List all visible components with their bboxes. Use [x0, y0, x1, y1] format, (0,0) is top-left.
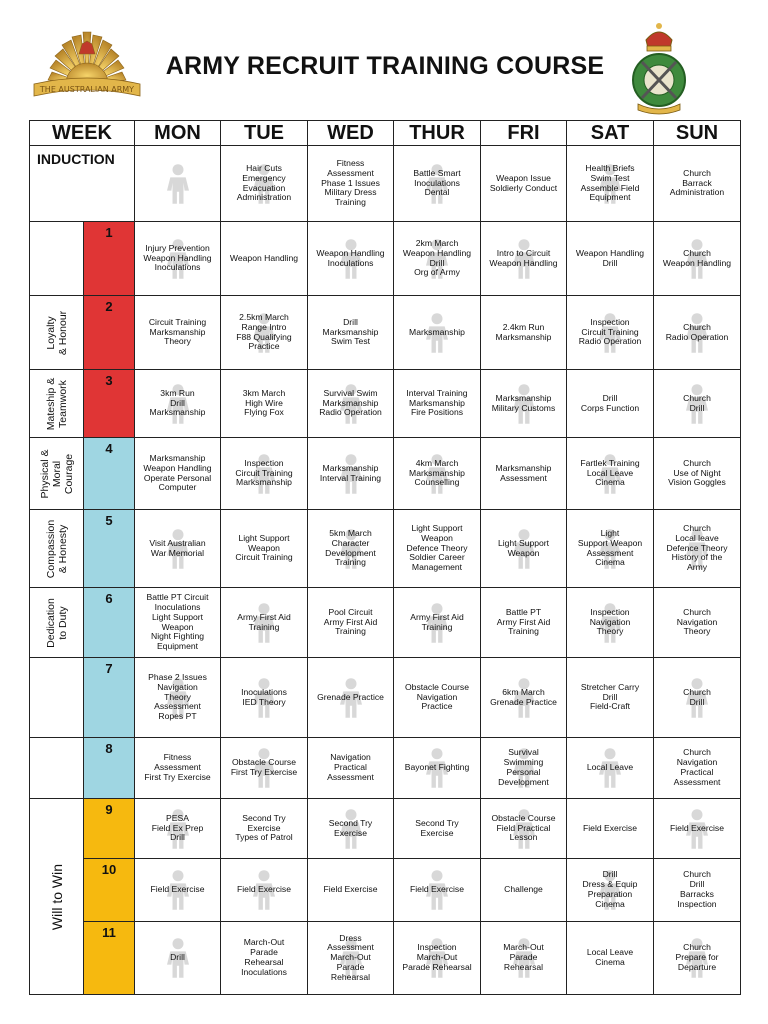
- schedule-cell: Church Local leave Defence Theory History of the Army: [654, 510, 741, 588]
- schedule-cell: 6km March Grenade Practice: [481, 658, 567, 738]
- value-cell-empty: [30, 222, 84, 296]
- schedule-cell: Stretcher Carry Drill Field-Craft: [567, 658, 654, 738]
- schedule-cell: 2.5km March Range Intro F88 Qualifying Practice: [221, 296, 308, 370]
- schedule-cell: Marksmanship Assessment: [481, 438, 567, 510]
- schedule-cell: Obstacle Course Field Practical Lesson: [481, 799, 567, 859]
- week-number-cell: 7: [84, 658, 135, 738]
- training-schedule-table: [29, 120, 741, 995]
- week-number-cell: 8: [84, 738, 135, 799]
- schedule-cell: Church Navigation Theory: [654, 588, 741, 658]
- schedule-cell: Battle PT Circuit Inoculations Light Support Weapon Night Fighting Equipment: [135, 588, 221, 658]
- schedule-cell: Intro to Circuit Weapon Handling: [481, 222, 567, 296]
- schedule-cell: Local Leave: [567, 738, 654, 799]
- schedule-cell: Light Support Weapon Defence Theory Soldier Career Management: [394, 510, 481, 588]
- schedule-cell: Dress Assessment March-Out Parade Rehearsal: [308, 922, 394, 995]
- header-mon: MON: [135, 121, 221, 146]
- page-header: [0, 0, 768, 120]
- schedule-cell: Light Support Weapon: [481, 510, 567, 588]
- value-cell-loyalty: Loyalty & Honour: [30, 296, 84, 370]
- value-cell-will: Will to Win: [30, 799, 84, 995]
- schedule-cell: Field Exercise: [221, 859, 308, 922]
- schedule-cell: Weapon Handling Inoculations: [308, 222, 394, 296]
- week-row-6: [30, 588, 741, 658]
- schedule-cell: Survival Swim Marksmanship Radio Operation: [308, 370, 394, 438]
- schedule-cell: March-Out Parade Rehearsal Inoculations: [221, 922, 308, 995]
- week-row-11: [30, 922, 741, 995]
- schedule-cell: Weapon Handling: [221, 222, 308, 296]
- header-week: WEEK: [30, 121, 135, 146]
- week-number-cell: 9: [84, 799, 135, 859]
- week-row-10: [30, 859, 741, 922]
- schedule-cell: [135, 146, 221, 222]
- value-cell-compassion: Compassion & Honesty: [30, 510, 84, 588]
- schedule-cell: Marksmanship Interval Training: [308, 438, 394, 510]
- value-cell-empty: [30, 738, 84, 799]
- schedule-cell: Drill Corps Function: [567, 370, 654, 438]
- schedule-cell: 2.4km Run Marksmanship: [481, 296, 567, 370]
- schedule-cell: Inoculations IED Theory: [221, 658, 308, 738]
- schedule-cell: Interval Training Marksmanship Fire Positions: [394, 370, 481, 438]
- schedule-cell: Field Exercise: [394, 859, 481, 922]
- soldier-silhouette-icon: [156, 162, 200, 206]
- week-row-7: [30, 658, 741, 738]
- week-number-cell: 10: [84, 859, 135, 922]
- schedule-cell: Church Drill: [654, 658, 741, 738]
- schedule-cell: Phase 2 Issues Navigation Theory Assessment Ropes PT: [135, 658, 221, 738]
- schedule-cell: Pool Circuit Army First Aid Training: [308, 588, 394, 658]
- rising-sun-badge-icon: [28, 22, 146, 114]
- schedule-cell: Health Briefs Swim Test Assemble Field Equipment: [567, 146, 654, 222]
- schedule-cell: Inspection March-Out Parade Rehearsal: [394, 922, 481, 995]
- schedule-cell: Navigation Practical Assessment: [308, 738, 394, 799]
- schedule-cell: Drill Marksmanship Swim Test: [308, 296, 394, 370]
- schedule-cell: Church Use of Night Vision Goggles: [654, 438, 741, 510]
- schedule-cell: Church Navigation Practical Assessment: [654, 738, 741, 799]
- svg-text:THE AUSTRALIAN ARMY: THE AUSTRALIAN ARMY: [39, 85, 135, 94]
- schedule-cell: Light Support Weapon Circuit Training: [221, 510, 308, 588]
- week-row-4: [30, 438, 741, 510]
- schedule-cell: Army First Aid Training: [394, 588, 481, 658]
- header-wed: WED: [308, 121, 394, 146]
- schedule-cell: 4km March Marksmanship Counselling: [394, 438, 481, 510]
- schedule-cell: Weapon Issue Soldierly Conduct: [481, 146, 567, 222]
- header-row: [30, 121, 741, 146]
- schedule-cell: Inspection Navigation Theory: [567, 588, 654, 658]
- week-row-5: [30, 510, 741, 588]
- schedule-cell: Circuit Training Marksmanship Theory: [135, 296, 221, 370]
- week-row-3: [30, 370, 741, 438]
- week-row-2: [30, 296, 741, 370]
- week-number-cell: 11: [84, 922, 135, 995]
- induction-label-cell: [30, 146, 135, 222]
- schedule-cell: Drill Dress & Equip Preparation Cinema: [567, 859, 654, 922]
- value-cell-mateship: Mateship & Teamwork: [30, 370, 84, 438]
- infantry-crest-icon: [626, 18, 692, 116]
- schedule-cell: Battle PT Army First Aid Training: [481, 588, 567, 658]
- value-cell-dedication: Dedication to Duty: [30, 588, 84, 658]
- week-number-cell: 4: [84, 438, 135, 510]
- schedule-cell: Second Try Exercise Types of Patrol: [221, 799, 308, 859]
- week-row-1: [30, 222, 741, 296]
- week-number-cell: 1: [84, 222, 135, 296]
- schedule-cell: Fitness Assessment First Try Exercise: [135, 738, 221, 799]
- schedule-cell: 2km March Weapon Handling Drill Org of Army: [394, 222, 481, 296]
- header-tue: TUE: [221, 121, 308, 146]
- induction-row: [30, 146, 741, 222]
- induction-label: INDUCTION: [37, 151, 115, 167]
- header-fri: FRI: [481, 121, 567, 146]
- schedule-cell: Obstacle Course First Try Exercise: [221, 738, 308, 799]
- schedule-cell: Challenge: [481, 859, 567, 922]
- schedule-cell: 3km March High Wire Flying Fox: [221, 370, 308, 438]
- header-thur: THUR: [394, 121, 481, 146]
- schedule-cell: Battle Smart Inoculations Dental: [394, 146, 481, 222]
- schedule-cell: Local Leave Cinema: [567, 922, 654, 995]
- value-cell-physical: Physical & Moral Courage: [30, 438, 84, 510]
- week-row-9: [30, 799, 741, 859]
- schedule-cell: 5km March Character Development Training: [308, 510, 394, 588]
- schedule-cell: Field Exercise: [135, 859, 221, 922]
- schedule-cell: Church Weapon Handling: [654, 222, 741, 296]
- header-sat: SAT: [567, 121, 654, 146]
- week-number-cell: 2: [84, 296, 135, 370]
- schedule-cell: March-Out Parade Rehearsal: [481, 922, 567, 995]
- schedule-cell: Obstacle Course Navigation Practice: [394, 658, 481, 738]
- schedule-cell: PESA Field Ex Prep Drill: [135, 799, 221, 859]
- schedule-cell: Weapon Handling Drill: [567, 222, 654, 296]
- schedule-cell: Church Drill: [654, 370, 741, 438]
- schedule-cell: Field Exercise: [567, 799, 654, 859]
- schedule-cell: Injury Prevention Weapon Handling Inoculations: [135, 222, 221, 296]
- schedule-cell: Field Exercise: [308, 859, 394, 922]
- schedule-cell: Bayonet Fighting: [394, 738, 481, 799]
- week-number-cell: 6: [84, 588, 135, 658]
- schedule-cell: Second Try Exercise: [394, 799, 481, 859]
- week-number-cell: 5: [84, 510, 135, 588]
- schedule-cell: Survival Swimming Personal Development: [481, 738, 567, 799]
- schedule-cell: Marksmanship: [394, 296, 481, 370]
- schedule-cell: Grenade Practice: [308, 658, 394, 738]
- schedule-cell: Marksmanship Weapon Handling Operate Personal Computer: [135, 438, 221, 510]
- schedule-cell: Church Prepare for Departure: [654, 922, 741, 995]
- schedule-cell: Field Exercise: [654, 799, 741, 859]
- schedule-cell: Light Support Weapon Assessment Cinema: [567, 510, 654, 588]
- value-cell-empty: [30, 658, 84, 738]
- schedule-cell: Inspection Circuit Training Marksmanship: [221, 438, 308, 510]
- schedule-cell: Fartlek Training Local Leave Cinema: [567, 438, 654, 510]
- schedule-cell: Church Barrack Administration: [654, 146, 741, 222]
- schedule-cell: Church Radio Operation: [654, 296, 741, 370]
- schedule-cell: Marksmanship Military Customs: [481, 370, 567, 438]
- week-row-8: [30, 738, 741, 799]
- page-title: ARMY RECRUIT TRAINING COURSE: [165, 52, 605, 80]
- schedule-cell: Second Try Exercise: [308, 799, 394, 859]
- schedule-cell: Hair Cuts Emergency Evacuation Administration: [221, 146, 308, 222]
- schedule-cell: Visit Australian War Memorial: [135, 510, 221, 588]
- week-number-cell: 3: [84, 370, 135, 438]
- schedule-cell: Fitness Assessment Phase 1 Issues Military Dress Training: [308, 146, 394, 222]
- schedule-cell: Drill: [135, 922, 221, 995]
- schedule-cell: Inspection Circuit Training Radio Operation: [567, 296, 654, 370]
- schedule-cell: Church Drill Barracks Inspection: [654, 859, 741, 922]
- schedule-cell: 3km Run Drill Marksmanship: [135, 370, 221, 438]
- schedule-cell: Army First Aid Training: [221, 588, 308, 658]
- header-sun: SUN: [654, 121, 741, 146]
